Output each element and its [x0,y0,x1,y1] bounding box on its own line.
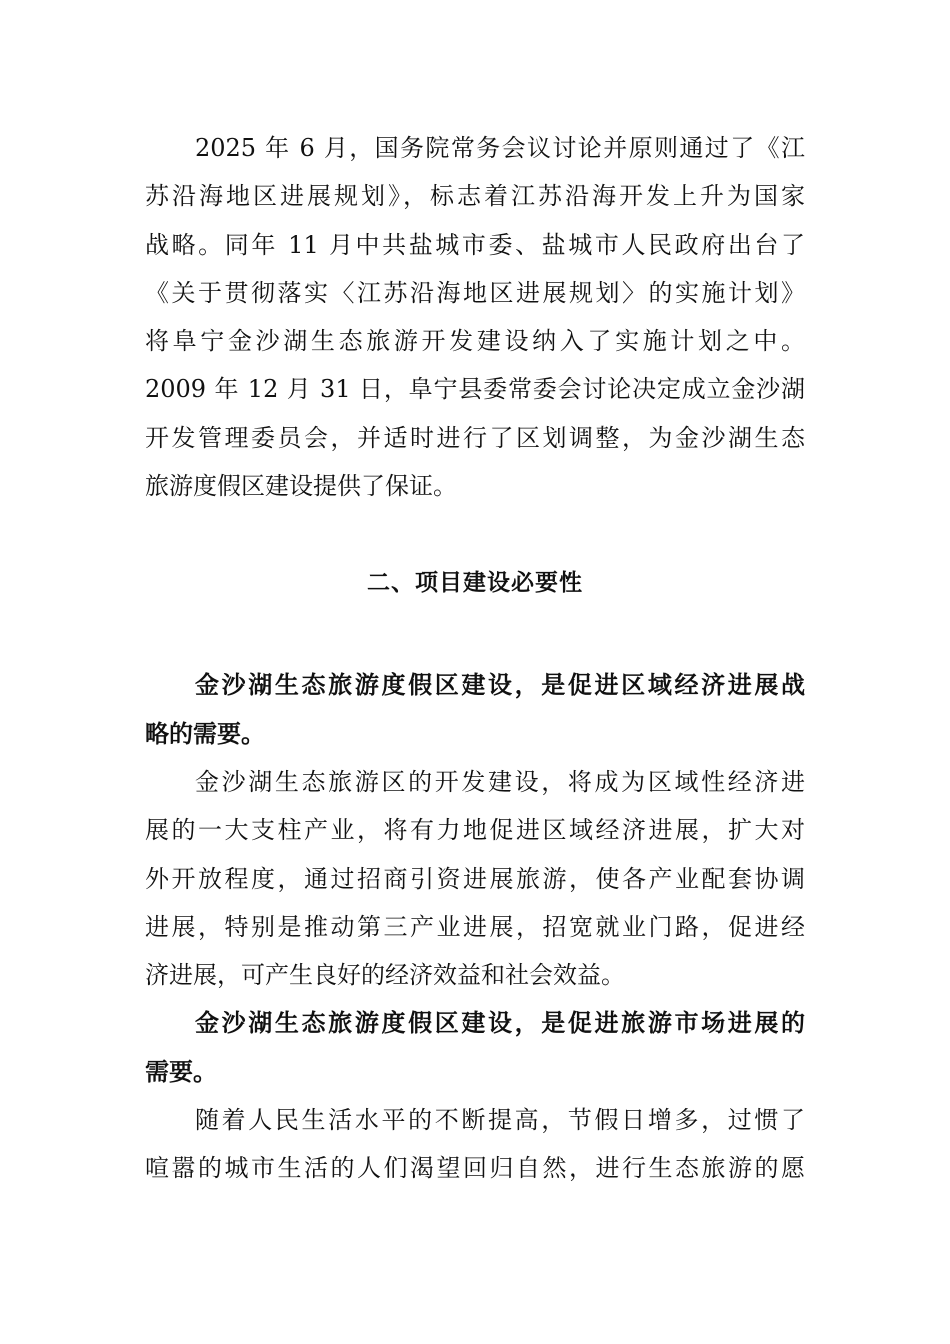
text-line: 略的需要。 [145,718,265,748]
intro-paragraph [145,124,805,510]
text-line: 战略。同年 11 月中共盐城市委、盐城市人民政府出台了 [145,230,805,259]
text-line: 《关于贯彻落实〈江苏沿海地区进展规划〉的实施计划》 [145,278,805,307]
text-line: 金沙湖生态旅游区的开发建设，将成为区域性经济进 [195,767,805,796]
text-line: 随着人民生活水平的不断提高，节假日增多，过惯了 [195,1106,805,1135]
point-1-paragraph [145,758,805,999]
document-body [145,124,805,1193]
point-1-heading [145,661,805,758]
text-line: 将阜宁金沙湖生态旅游开发建设纳入了实施计划之中。 [145,327,805,356]
text-line: 进展，特别是推动第三产业进展，招宽就业门路，促进经 [145,912,805,941]
text-line: 济进展，可产生良好的经济效益和社会效益。 [145,961,625,990]
text-line: 展的一大支柱产业，将有力地促进区域经济进展，扩大对 [145,816,805,845]
text-line: 开发管理委员会，并适时进行了区划调整，为金沙湖生态 [145,423,805,452]
text-line: 金沙湖生态旅游度假区建设，是促进区域经济进展战 [195,670,805,700]
spacer [145,510,805,559]
text-line: 苏沿海地区进展规划》，标志着江苏沿海开发上升为国家 [145,182,805,211]
text-line: 喧嚣的城市生活的人们渴望回归自然，进行生态旅游的愿 [145,1154,805,1183]
point-2-paragraph [145,1096,805,1193]
text-line: 金沙湖生态旅游度假区建设，是促进旅游市场进展的 [195,1008,805,1038]
section-heading: 二、项目建设必要性 [367,569,583,597]
point-2-heading [145,999,805,1096]
text-line: 需要。 [145,1056,217,1086]
text-line: 旅游度假区建设提供了保证。 [145,472,457,501]
text-line: 2009 年 12 月 31 日，阜宁县委常委会讨论决定成立金沙湖 [145,375,805,404]
text-line: 外开放程度，通过招商引资进展旅游，使各产业配套协调 [145,864,805,893]
spacer [145,607,805,661]
text-line: 2025 年 6 月，国务院常务会议讨论并原则通过了《江 [195,134,805,162]
